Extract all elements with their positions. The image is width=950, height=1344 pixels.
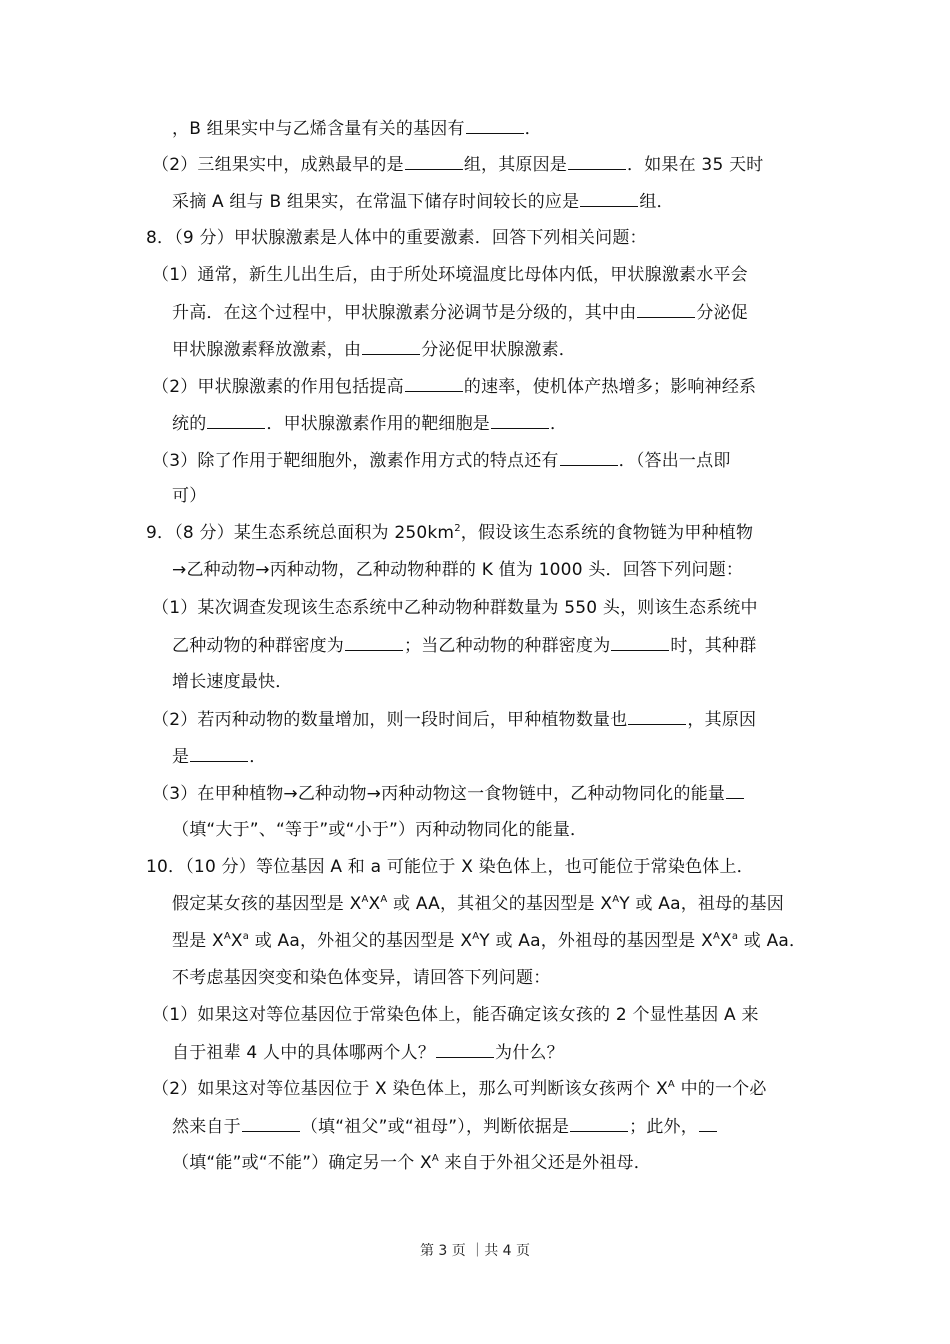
text: ．	[249, 747, 267, 767]
text: →乙种动物→丙种动物，乙种动物种群的 K 值为 1000 头．回答下列问题：	[172, 560, 744, 580]
text: （3）除了作用于靶细胞外，激素作用方式的特点还有	[152, 451, 559, 471]
answer-blank	[637, 301, 695, 318]
q10-title-line-3	[172, 930, 806, 952]
q9-1-line-2	[172, 634, 756, 657]
q10-1-line-1	[152, 1004, 759, 1026]
text: ，其原因	[687, 710, 757, 730]
text: 增长速度最快．	[172, 672, 293, 692]
answer-blank	[726, 782, 744, 799]
q10-2-line-2	[172, 1115, 718, 1138]
text: （1）某次调查发现该生态系统中乙种动物种群数量为 550 头，则该生态系统中	[152, 598, 758, 618]
page-footer: 第 3 页 ｜共 4 页	[419, 1243, 531, 1259]
text: 的速率，使机体产热增多；影响神经系	[463, 377, 757, 397]
q10-2-line-3	[172, 1152, 651, 1174]
answer-blank	[560, 449, 618, 466]
q9-3-line-2	[172, 819, 587, 841]
text: 然来自于	[172, 1117, 241, 1137]
text: ．甲状腺激素作用的靶细胞是	[266, 414, 491, 434]
superscript: A	[431, 1153, 439, 1164]
text: 组，其原因是	[463, 155, 568, 175]
q8-3-line-2	[172, 485, 206, 507]
text: 或 AA，其祖父的基因型是 X	[387, 894, 613, 914]
q8-title	[146, 227, 647, 249]
text: 分泌促甲状腺激素．	[421, 340, 577, 360]
answer-blank	[436, 1041, 494, 1058]
text: 型是 X	[172, 931, 224, 951]
text: 来自于外祖父还是外祖母．	[438, 1153, 651, 1173]
answer-blank	[466, 117, 524, 134]
q8-1-line-2	[172, 301, 748, 324]
text: （填“能”或“不能”）确定另一个 X	[172, 1153, 432, 1173]
q7-2-line-2	[172, 190, 674, 213]
text: 时，其种群	[670, 636, 757, 656]
q10-title-line-4	[172, 967, 550, 989]
answer-blank	[568, 153, 626, 170]
q8-2-line-1	[152, 375, 756, 398]
text: （3）在甲种植物→乙种动物→丙种动物这一食物链中，乙种动物同化的能量	[152, 784, 726, 804]
text: ，B 组果实中与乙烯含量有关的基因有	[172, 119, 465, 139]
answer-blank	[242, 1115, 300, 1132]
q9-1-line-1	[152, 597, 758, 619]
text: （填“祖父”或“祖母”），判断依据是	[300, 1117, 570, 1137]
text: （2）如果这对等位基因位于 X 染色体上，那么可判断该女孩两个 X	[152, 1079, 668, 1099]
answer-blank	[405, 153, 463, 170]
superscript: A	[380, 894, 388, 905]
answer-blank	[611, 634, 669, 651]
answer-blank	[190, 745, 248, 762]
q8-1-line-1	[152, 264, 748, 286]
q7-2-line-1	[152, 153, 763, 176]
text: ．（答出一点即	[618, 451, 731, 471]
text: ；此外，	[629, 1117, 698, 1137]
q10-2-line-1	[152, 1078, 767, 1100]
q9-3-line-1	[152, 782, 745, 805]
q10-1-line-2	[172, 1041, 564, 1064]
superscript: A	[223, 931, 231, 942]
text: 乙种动物的种群密度为	[172, 636, 344, 656]
q7-line-1	[172, 117, 542, 140]
q8-1-line-3	[172, 338, 576, 361]
superscript: A	[472, 931, 480, 942]
q10-title	[146, 856, 754, 878]
superscript: A	[612, 894, 620, 905]
text: （2）三组果实中，成熟最早的是	[152, 155, 404, 175]
text: （1）通常，新生儿出生后，由于所处环境温度比母体内低，甲状腺激素水平会	[152, 265, 748, 285]
q9-title	[146, 522, 753, 544]
text: 自于祖辈 4 人中的具体哪两个人？	[172, 1043, 436, 1063]
answer-blank	[207, 412, 265, 429]
text: 或 Aa．	[738, 931, 807, 951]
text: 升高．在这个过程中，甲状腺激素分泌调节是分级的，其中由	[172, 303, 637, 323]
text: Y 或 Aa，祖母的基因	[619, 894, 784, 914]
q9-2-line-2	[172, 745, 266, 768]
q9-2-line-1	[152, 708, 756, 731]
q8-2-line-2	[172, 412, 567, 435]
text: （2）若丙种动物的数量增加，则一段时间后，甲种植物数量也	[152, 710, 628, 730]
answer-blank	[362, 338, 420, 355]
q9-title-line-2	[172, 559, 743, 581]
text: Y 或 Aa，外祖母的基因型是 X	[479, 931, 713, 951]
text: X	[230, 931, 243, 951]
text: 可）	[172, 486, 207, 506]
text: 为什么？	[495, 1043, 564, 1063]
superscript: A	[361, 894, 369, 905]
text: （1）如果这对等位基因位于常染色体上，能否确定该女孩的 2 个显性基因 A 来	[152, 1005, 759, 1025]
text: 9．（8 分）某生态系统总面积为 250km	[146, 523, 455, 543]
text: ．如果在 35 天时	[627, 155, 764, 175]
text: 采摘 A 组与 B 组果实，在常温下储存时间较长的应是	[172, 192, 580, 212]
text: 10．（10 分）等位基因 A 和 a 可能位于 X 染色体上，也可能位于常染色体上．	[146, 857, 754, 877]
text: （填“大于”、“等于”或“小于”）丙种动物同化的能量．	[172, 820, 588, 840]
text: 或 Aa，外祖父的基因型是 X	[249, 931, 473, 951]
text: 分泌促	[696, 303, 749, 323]
text: 中的一个必	[674, 1079, 767, 1099]
text: ，假设该生态系统的食物链为甲种植物	[460, 523, 754, 543]
q9-1-line-3	[172, 671, 292, 693]
text: ．	[550, 414, 568, 434]
answer-blank	[491, 412, 549, 429]
answer-blank	[628, 708, 686, 725]
superscript: A	[712, 931, 720, 942]
text: 甲状腺激素释放激素，由	[172, 340, 362, 360]
text: 不考虑基因突变和染色体变异，请回答下列问题：	[172, 968, 551, 988]
superscript: A	[667, 1079, 675, 1090]
answer-blank	[405, 375, 463, 392]
text: 假定某女孩的基因型是 X	[172, 894, 362, 914]
text: X	[720, 931, 732, 951]
text: X	[368, 894, 381, 914]
answer-blank	[699, 1115, 717, 1132]
superscript: 2	[454, 523, 461, 534]
q8-3-line-1	[152, 449, 731, 472]
text: ．	[524, 119, 542, 139]
answer-blank	[345, 634, 403, 651]
superscript: a	[242, 931, 250, 942]
superscript: a	[731, 931, 739, 942]
text: 组．	[639, 192, 674, 212]
text: （2）甲状腺激素的作用包括提高	[152, 377, 404, 397]
text: 统的	[172, 414, 207, 434]
text: ；当乙种动物的种群密度为	[404, 636, 611, 656]
q10-title-line-2	[172, 893, 784, 915]
answer-blank	[570, 1115, 628, 1132]
answer-blank	[580, 190, 638, 207]
text: 8．（9 分）甲状腺激素是人体中的重要激素．回答下列相关问题：	[146, 228, 647, 248]
text: 是	[172, 747, 190, 767]
